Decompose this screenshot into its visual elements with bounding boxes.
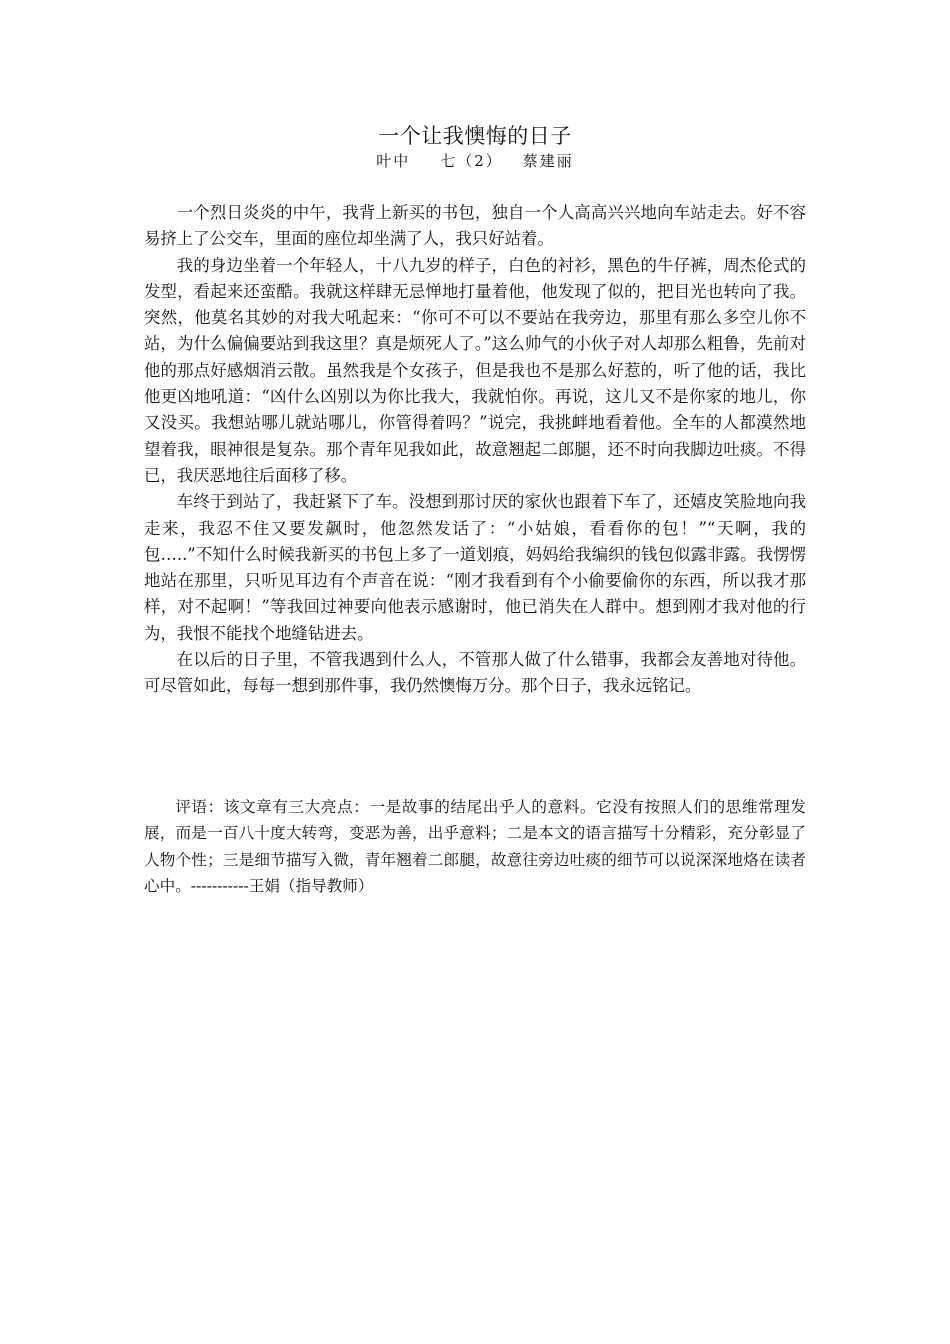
paragraph: 车终于到站了，我赶紧下了车。没想到那讨厌的家伙也跟着下车了，还嬉皮笑脸地向我走来，我忍不住又要发飙时，他忽然发话了：“小姑娘，看看你的包！”“天啊，我的包…..”不知什么时候我新买的书包上多了一道划痕，妈妈给我编织的钱包似露非露。我愣愣地站在那里，只听见耳边有个声音在说：“刚才我看到有个小偷要偷你的东西，所以我才那样，对不起啊！”等我回过神要向他表示感谢时，他已消失在人群中。想到刚才我对他的行为，我恨不能找个地缝钻进去。	[144, 492, 806, 643]
paragraph: 一个烈日炎炎的中午，我背上新买的书包，独自一个人高高兴兴地向车站走去。好不容易挤上了公交车，里面的座位却坐满了人，我只好站着。	[144, 203, 806, 249]
paragraph: 我的身边坐着一个年轻人，十八九岁的样子，白色的衬衫，黑色的牛仔裤，周杰伦式的发型，看起来还蛮酷。我就这样肆无忌惮地打量着他，他发现了似的，把目光也转向了我。突然，他莫名其妙的对我大吼起来：“你可不可以不要站在我旁边，那里有那么多空儿你不站，为什么偏偏要站到我这里？真是烦死人了。”这么帅气的小伙子对人却那么粗鲁，先前对他的那点好感烟消云散。虽然我是个女孩子，但是我也不是那么好惹的，听了他的话，我比他更凶地吼道：“凶什么凶别以为你比我大，我就怕你。再说，这儿又不是你家的地儿，你又没买。我想站哪儿就站哪儿，你管得着吗？”说完，我挑衅地看着他。全车的人都漠然地望着我，眼神很是复杂。那个青年见我如此，故意翘起二郎腿，还不时向我脚边吐痰。不得已，我厌恶地往后面移了移。	[144, 255, 806, 485]
teacher-comment	[144, 794, 806, 899]
essay-title: 一个让我懊悔的日子	[378, 124, 572, 148]
byline-class: 七（2）	[440, 152, 503, 170]
byline-author: 蔡建丽	[522, 152, 574, 170]
byline-school: 叶中	[376, 152, 411, 170]
byline	[0, 150, 950, 172]
comment-text: 评语：该文章有三大亮点：一是故事的结尾出乎人的意料。它没有按照人们的思维常理发展，而是一百八十度大转弯，变恶为善，出乎意料；二是本文的语言描写十分精彩，充分彰显了人物个性；三是细节描写入微，青年翘着二郎腿，故意往旁边吐痰的细节可以说深深地烙在读者心中。-----------王娟（指导教师）	[144, 798, 806, 895]
essay-body	[144, 200, 806, 700]
paragraph: 在以后的日子里，不管我遇到什么人，不管那人做了什么错事，我都会友善地对待他。可尽管如此，每每一想到那件事，我仍然懊悔万分。那个日子，我永远铭记。	[144, 650, 806, 696]
